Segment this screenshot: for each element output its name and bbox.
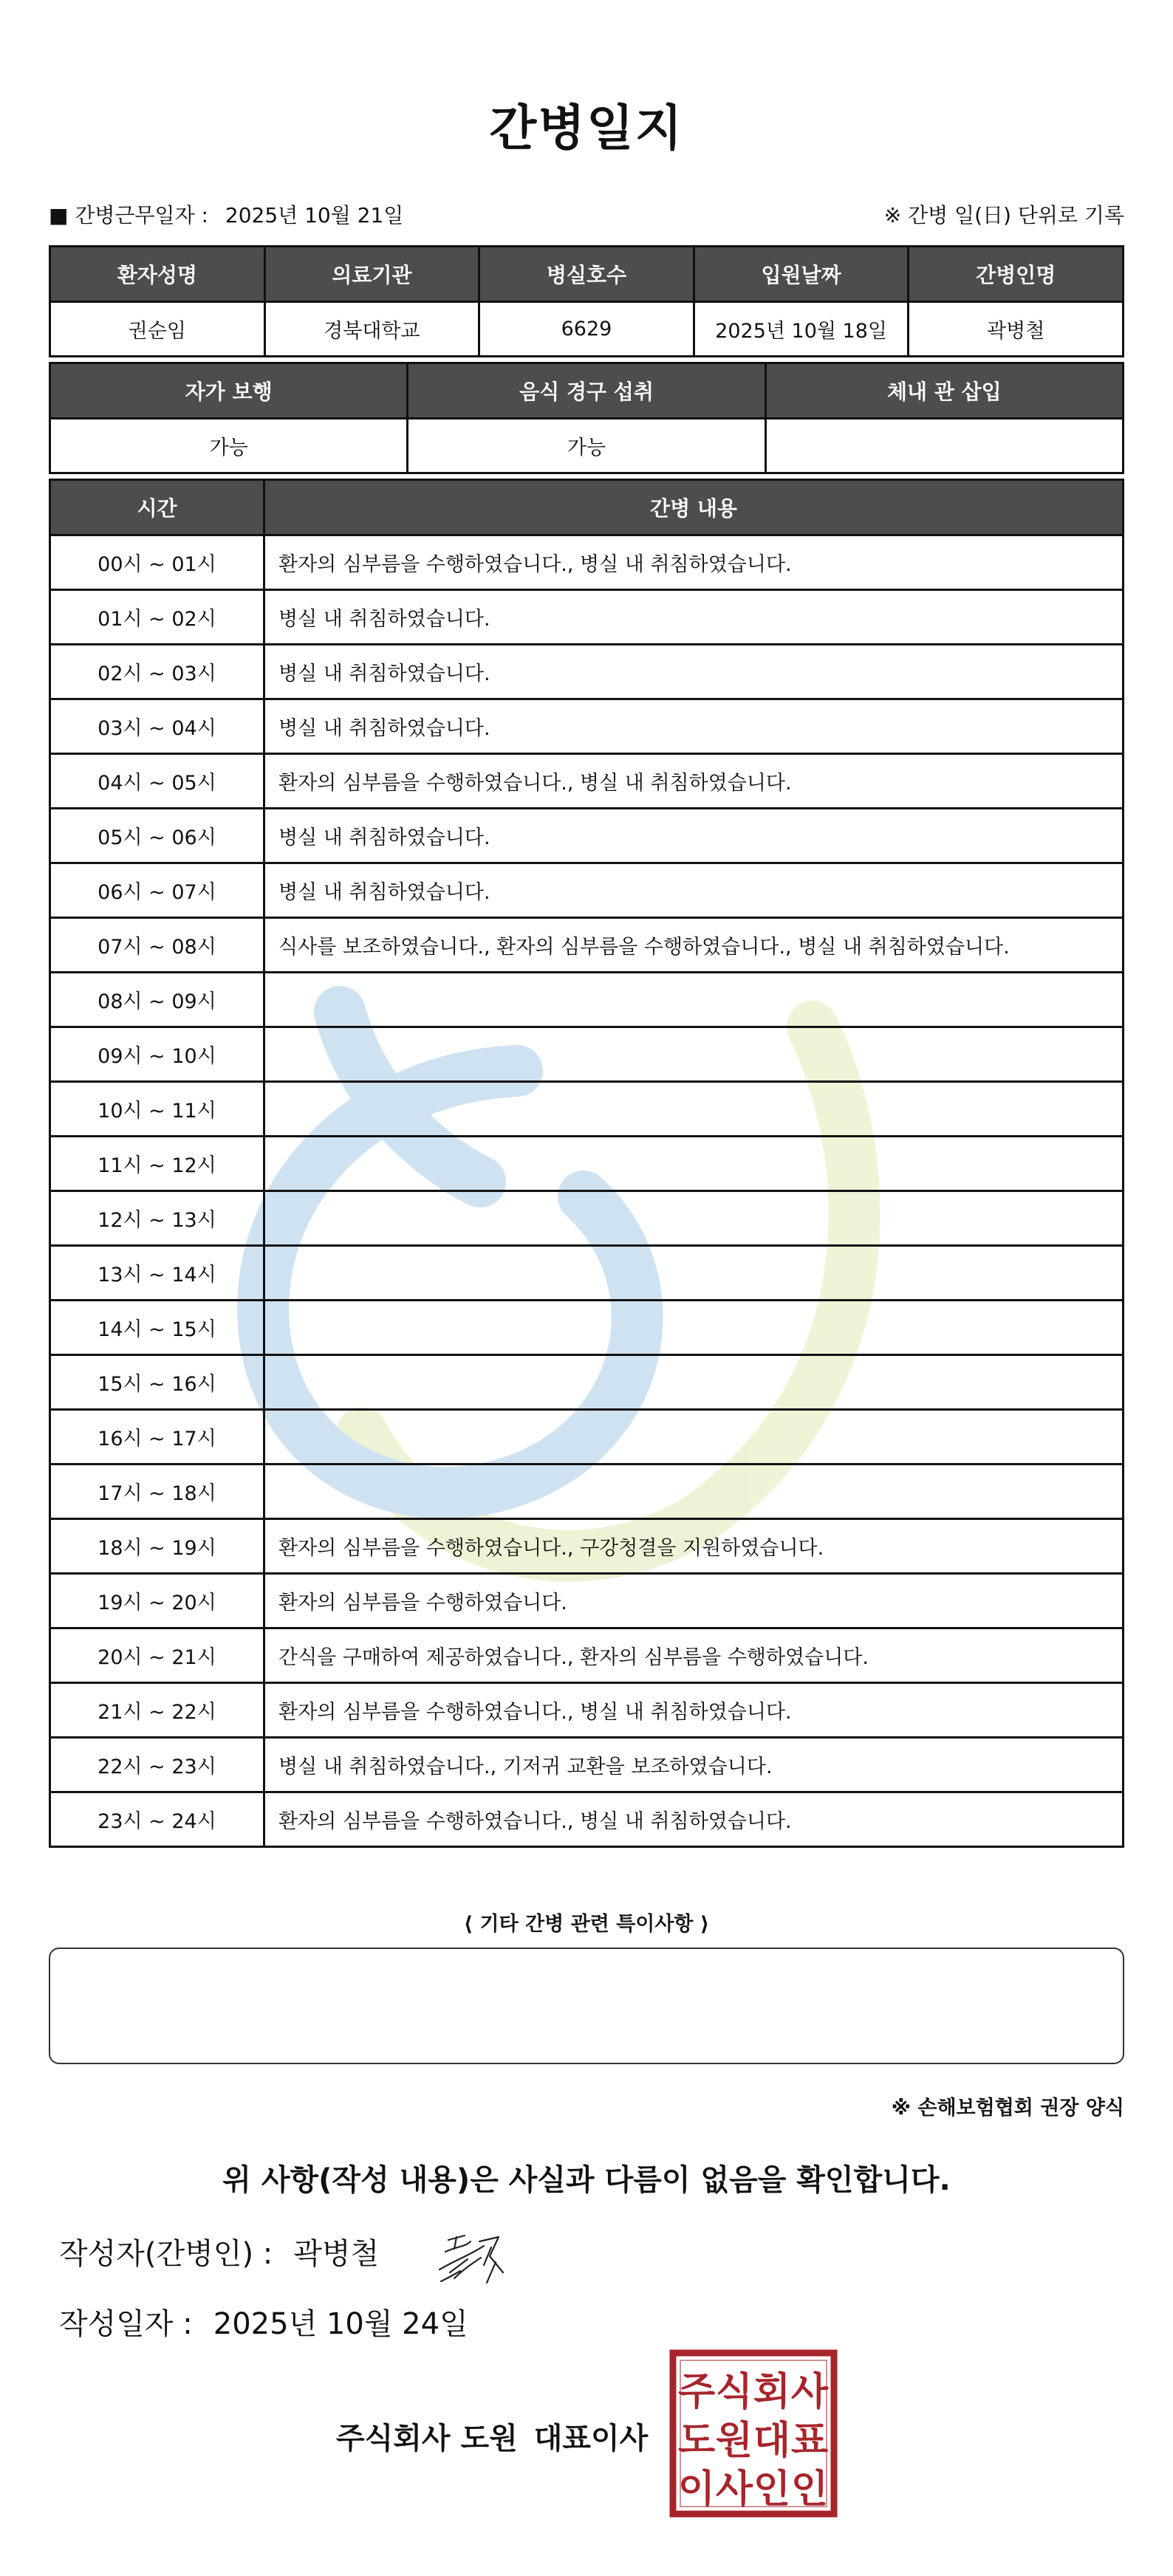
log-content: 환자의 심부름을 수행하였습니다., 병실 내 취침하였습니다.	[264, 535, 1124, 590]
header-patient-name: 환자성명	[50, 247, 265, 302]
handwritten-signature	[432, 2227, 513, 2289]
log-content: 병실 내 취침하였습니다.	[264, 590, 1124, 645]
log-time: 14시 ~ 15시	[50, 1301, 264, 1355]
log-time: 03시 ~ 04시	[50, 699, 264, 754]
log-content	[264, 1410, 1124, 1465]
log-row	[50, 645, 1124, 699]
care-date-label: ■ 간병근무일자 :	[49, 203, 208, 227]
log-time: 19시 ~ 20시	[50, 1574, 264, 1628]
log-content: 환자의 심부름을 수행하였습니다., 구강청결을 지원하였습니다.	[264, 1519, 1124, 1574]
log-content	[264, 1082, 1124, 1137]
log-time: 21시 ~ 22시	[50, 1683, 264, 1738]
patient-info-table	[49, 245, 1124, 357]
log-row	[50, 1738, 1124, 1792]
log-content	[264, 1465, 1124, 1519]
company-name: 주식회사 도원	[336, 2422, 518, 2456]
log-time: 17시 ~ 18시	[50, 1465, 264, 1519]
log-content	[264, 1301, 1124, 1355]
confirmation-statement: 위 사항(작성 내용)은 사실과 다름이 없음을 확인합니다.	[222, 2163, 951, 2197]
seal-char: 원	[715, 2419, 753, 2463]
care-log-table	[49, 479, 1124, 1848]
log-content	[264, 973, 1124, 1027]
log-content: 환자의 심부름을 수행하였습니다., 병실 내 취침하였습니다.	[264, 754, 1124, 809]
written-date-label: 작성일자 :	[59, 2307, 193, 2341]
written-date: 2025년 10월 24일	[213, 2307, 468, 2341]
log-time: 15시 ~ 16시	[50, 1355, 264, 1410]
company-seal-stamp	[668, 2349, 838, 2518]
recommend-note: ※ 손해보험협회 권장 양식	[891, 2097, 1124, 2120]
log-content: 환자의 심부름을 수행하였습니다.	[264, 1574, 1124, 1628]
log-content	[264, 1137, 1124, 1191]
notes-box	[49, 1948, 1124, 2064]
log-row	[50, 1683, 1124, 1738]
seal-char: 표	[790, 2419, 829, 2463]
log-row	[50, 1355, 1124, 1410]
tube-insertion-value	[765, 419, 1123, 473]
log-row	[50, 863, 1124, 918]
unit-note: ※ 간병 일(日) 단위로 기록	[883, 203, 1124, 227]
patient-ability-table	[49, 362, 1124, 474]
seal-char: 도	[677, 2419, 716, 2463]
log-content: 병실 내 취침하였습니다.	[264, 863, 1124, 918]
log-time: 00시 ~ 01시	[50, 535, 264, 590]
seal-char: 사	[715, 2467, 753, 2512]
header-hospital: 의료기관	[264, 247, 479, 302]
log-time: 10시 ~ 11시	[50, 1082, 264, 1137]
patient-name: 권순임	[50, 302, 265, 357]
seal-char: 이	[677, 2467, 716, 2512]
seal-char: 사	[790, 2370, 829, 2414]
log-time: 18시 ~ 19시	[50, 1519, 264, 1574]
header-time: 시간	[50, 480, 264, 535]
log-row	[50, 1628, 1124, 1683]
log-time: 13시 ~ 14시	[50, 1246, 264, 1301]
self-walking-value: 가능	[50, 419, 408, 473]
log-content	[264, 1027, 1124, 1082]
notes-text	[50, 1949, 1123, 1973]
written-date-line	[59, 2301, 468, 2343]
log-row	[50, 754, 1124, 809]
log-time: 06시 ~ 07시	[50, 863, 264, 918]
oral-intake-value: 가능	[408, 419, 765, 473]
log-row	[50, 1027, 1124, 1082]
log-time: 23시 ~ 24시	[50, 1792, 264, 1847]
log-content	[264, 1246, 1124, 1301]
header-self-walking: 자가 보행	[50, 363, 408, 419]
log-content: 간식을 구매하여 제공하였습니다., 환자의 심부름을 수행하였습니다.	[264, 1628, 1124, 1683]
writer-line	[59, 2230, 379, 2272]
log-time: 05시 ~ 06시	[50, 809, 264, 863]
log-time: 08시 ~ 09시	[50, 973, 264, 1027]
notes-label: ⟨ 기타 간병 관련 특이사항 ⟩	[463, 1913, 710, 1936]
log-time: 07시 ~ 08시	[50, 918, 264, 973]
company-line	[336, 2415, 648, 2457]
header-admission-date: 입원날짜	[694, 247, 909, 302]
log-row	[50, 1792, 1124, 1847]
header-room-number: 병실호수	[479, 247, 694, 302]
log-row	[50, 535, 1124, 590]
log-row	[50, 699, 1124, 754]
log-row	[50, 1465, 1124, 1519]
log-content	[264, 1355, 1124, 1410]
seal-char: 인	[790, 2467, 829, 2512]
log-time: 01시 ~ 02시	[50, 590, 264, 645]
log-time: 16시 ~ 17시	[50, 1410, 264, 1465]
log-row	[50, 918, 1124, 973]
log-row	[50, 1519, 1124, 1574]
header-oral-intake: 음식 경구 섭취	[408, 363, 765, 419]
log-content: 병실 내 취침하였습니다., 기저귀 교환을 보조하였습니다.	[264, 1738, 1124, 1792]
caregiver-name: 곽병철	[909, 302, 1124, 357]
log-time: 20시 ~ 21시	[50, 1628, 264, 1683]
hospital: 경북대학교	[264, 302, 479, 357]
log-row	[50, 1246, 1124, 1301]
log-content: 환자의 심부름을 수행하였습니다., 병실 내 취침하였습니다.	[264, 1683, 1124, 1738]
log-row	[50, 1191, 1124, 1246]
log-row	[50, 1301, 1124, 1355]
seal-char: 주	[677, 2370, 716, 2414]
log-row	[50, 1137, 1124, 1191]
admission-date: 2025년 10월 18일	[694, 302, 909, 357]
log-row	[50, 1082, 1124, 1137]
care-date-line	[49, 199, 403, 229]
log-content	[264, 1191, 1124, 1246]
ceo-label: 대표이사	[533, 2422, 649, 2456]
log-time: 02시 ~ 03시	[50, 645, 264, 699]
document-title: 간병일지	[489, 100, 684, 157]
seal-char: 인	[753, 2467, 791, 2512]
log-row	[50, 1410, 1124, 1465]
writer-name: 곽병철	[293, 2237, 380, 2271]
log-time: 04시 ~ 05시	[50, 754, 264, 809]
header-caregiver-name: 간병인명	[909, 247, 1124, 302]
log-content: 식사를 보조하였습니다., 환자의 심부름을 수행하였습니다., 병실 내 취침하였습니다.	[264, 918, 1124, 973]
seal-char: 대	[753, 2419, 791, 2463]
log-content: 병실 내 취침하였습니다.	[264, 645, 1124, 699]
log-time: 22시 ~ 23시	[50, 1738, 264, 1792]
header-tube-insertion: 체내 관 삽입	[765, 363, 1123, 419]
log-content: 환자의 심부름을 수행하였습니다., 병실 내 취침하였습니다.	[264, 1792, 1124, 1847]
log-content: 병실 내 취침하였습니다.	[264, 699, 1124, 754]
log-row	[50, 1574, 1124, 1628]
room-number: 6629	[479, 302, 694, 357]
log-row	[50, 809, 1124, 863]
seal-char: 회	[753, 2370, 791, 2414]
log-content: 병실 내 취침하였습니다.	[264, 809, 1124, 863]
log-time: 12시 ~ 13시	[50, 1191, 264, 1246]
header-care-content: 간병 내용	[264, 480, 1124, 535]
log-time: 11시 ~ 12시	[50, 1137, 264, 1191]
log-row	[50, 590, 1124, 645]
care-date-value: 2025년 10월 21일	[225, 203, 404, 227]
log-time: 09시 ~ 10시	[50, 1027, 264, 1082]
writer-label: 작성자(간병인) :	[59, 2237, 273, 2271]
seal-char: 식	[715, 2370, 753, 2414]
log-row	[50, 973, 1124, 1027]
